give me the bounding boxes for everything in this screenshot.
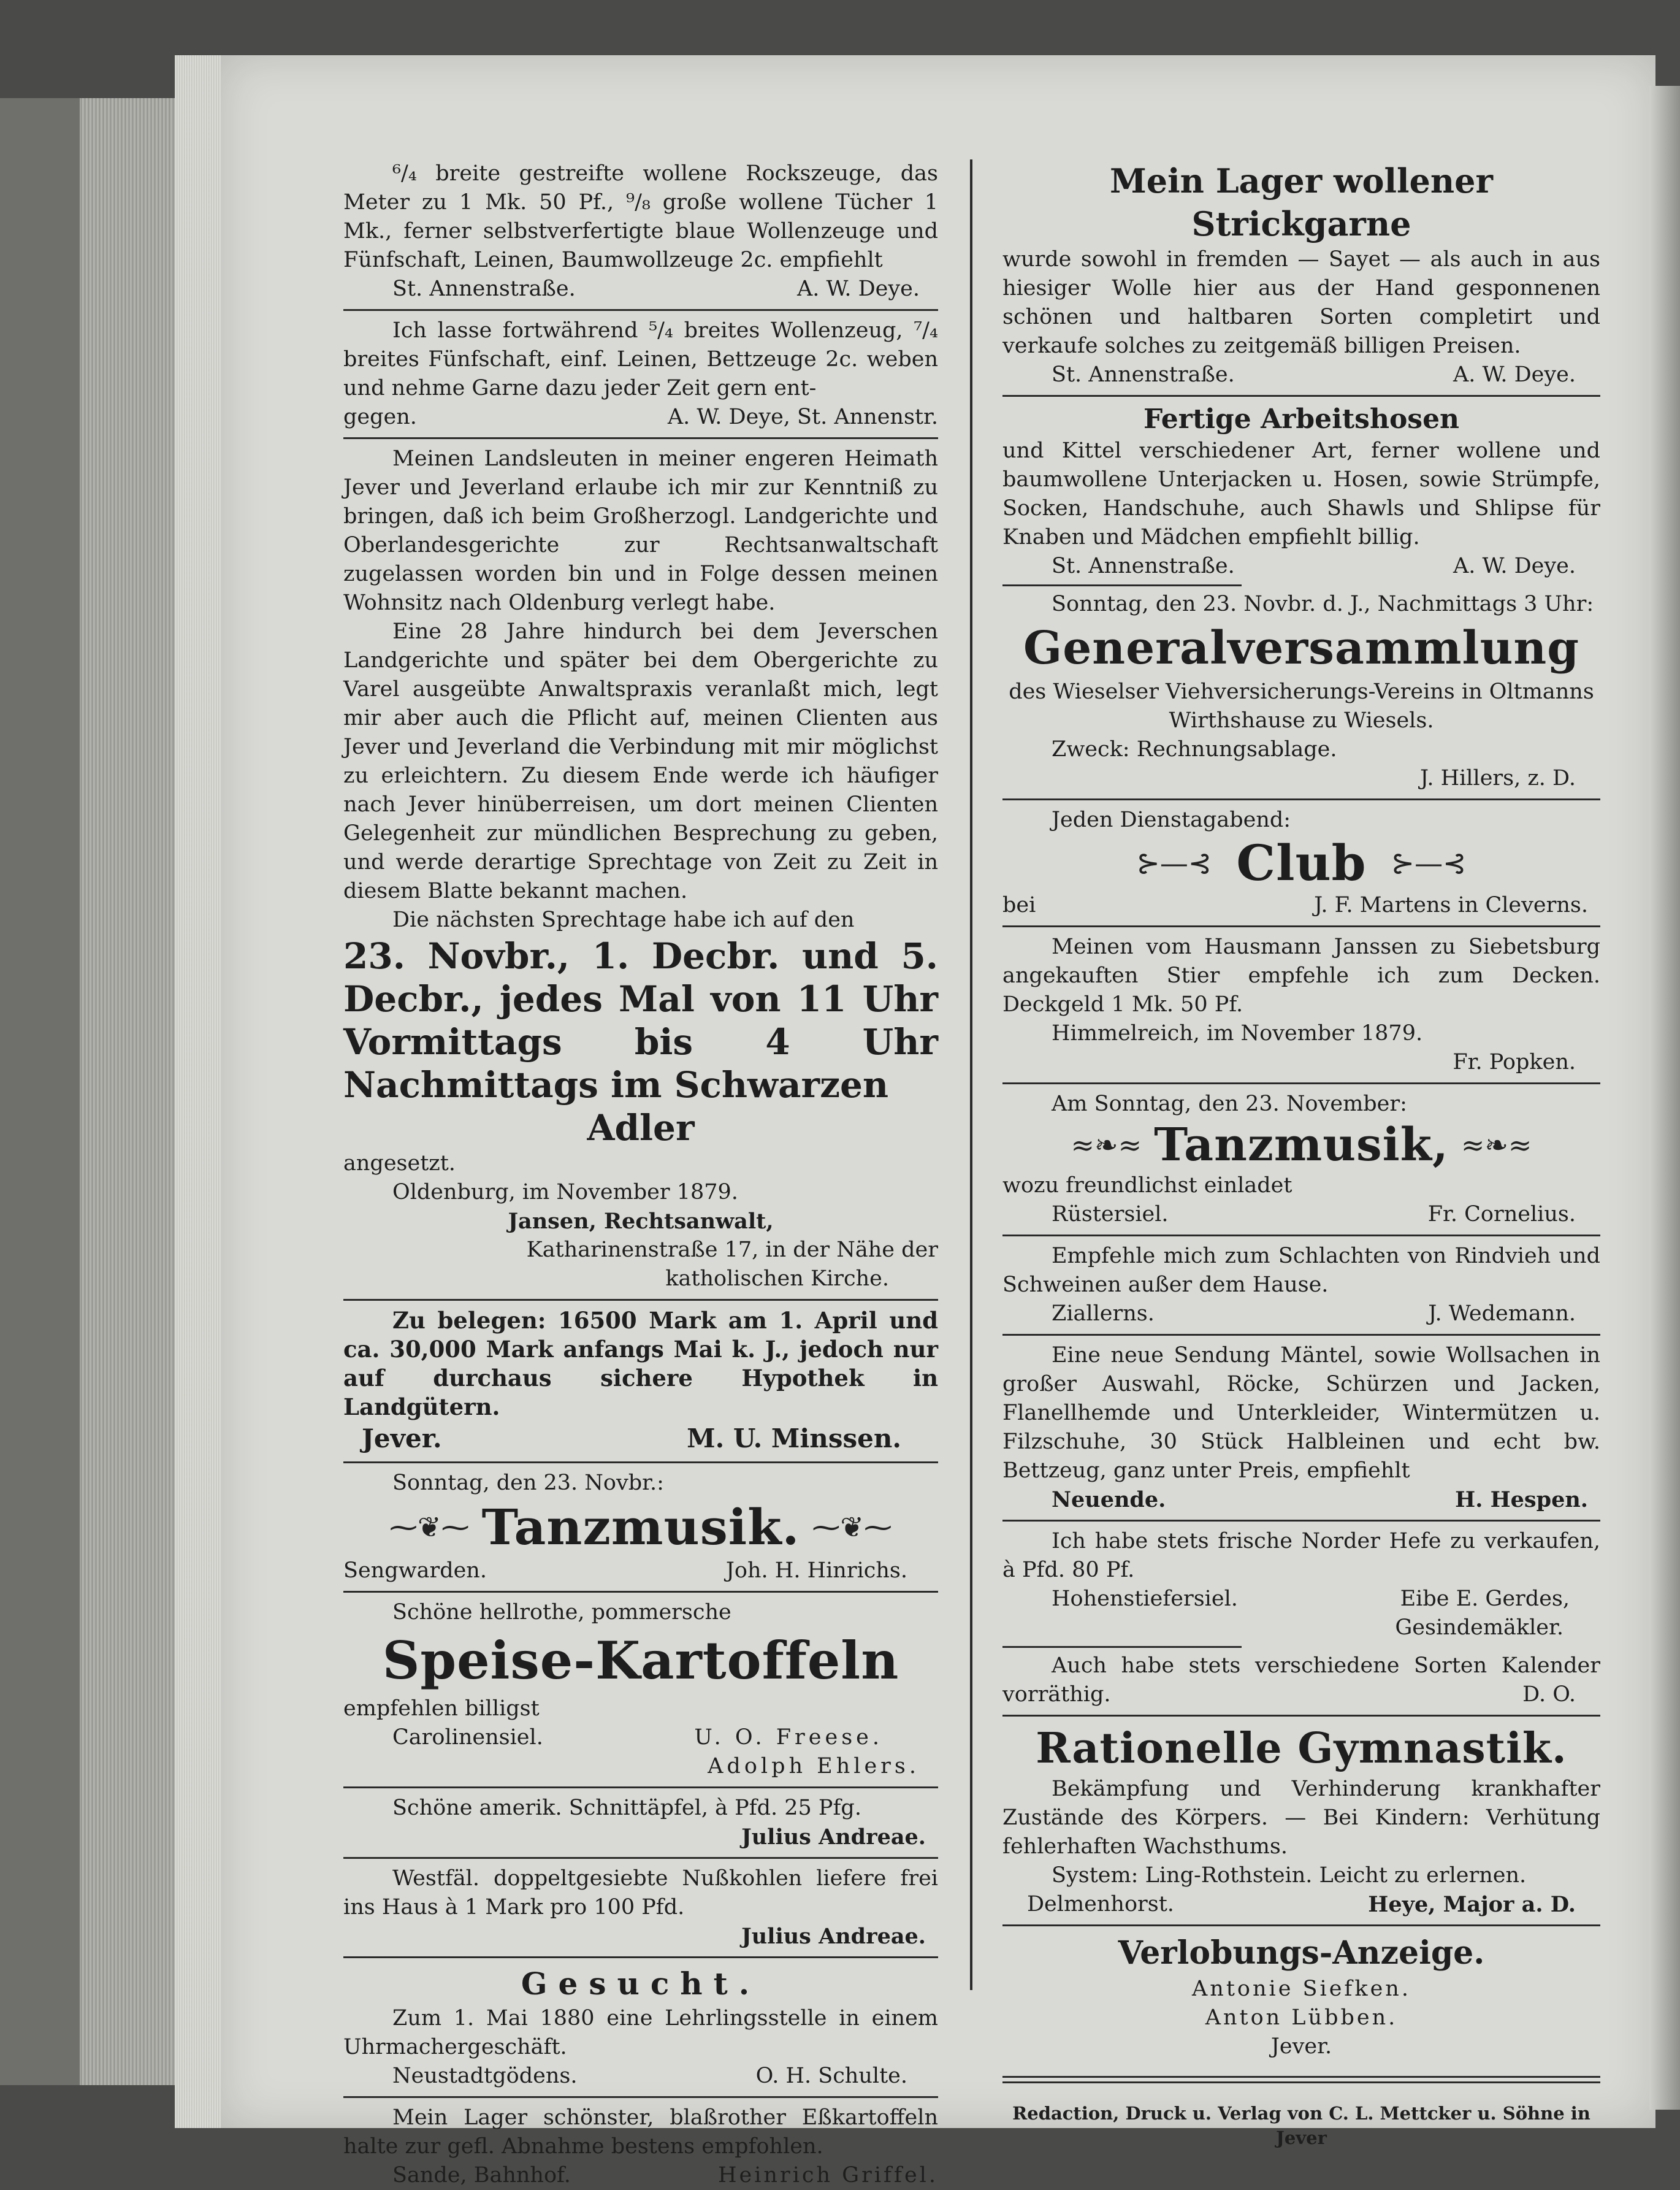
ad-generalversammlung [1002,590,1600,793]
signer: A. W. Deye. [1453,554,1576,578]
signer: A. W. Deye, St. Annenstr. [667,405,938,429]
page-curl [1649,86,1680,2110]
ad-gesucht [343,1964,938,2091]
signer: Heye, Major a. D. [1368,1892,1576,1917]
ad-signature [1002,1485,1600,1514]
signer: Adolph Ehlers. [708,1754,920,1778]
ad-heading: Mein Lager wollener Strickgarne [1110,161,1493,243]
ad-signature [1002,552,1600,581]
place: Sande, Bahnhof. [392,2163,571,2188]
ad-maentel [1002,1341,1600,1514]
place: Jever. [1270,2034,1332,2059]
signer: J. Hillers, z. D. [1420,766,1576,791]
ad-headline: Generalversammlung [1023,622,1579,675]
divider [343,1786,938,1788]
ornament-icon: ⁓❦⁓ [389,1510,470,1544]
ad-kalender [1002,1652,1600,1709]
headline-row [1002,1119,1600,1171]
ad-rockszeuge [343,159,938,304]
ad-heading: Fertige Arbeitshosen [1143,404,1460,435]
short-divider [1002,1646,1242,1648]
footer-rule [1002,2076,1600,2083]
ad-text: Schöne hellrothe, pommersche [392,1600,731,1625]
ad-stier [1002,933,1600,1077]
ad-nusskohlen [343,1864,938,1951]
ad-text: bei [1002,893,1036,917]
headline-row [343,1498,938,1556]
ad-text: angesetzt. [343,1151,456,1176]
divider [343,2096,938,2098]
divider [1002,925,1600,927]
signer: Heinrich Griffel. [718,2163,938,2188]
divider [1002,1235,1600,1236]
ad-paragraph: Die nächsten Sprechtage habe ich auf den [392,908,855,932]
ad-text: Westfäl. doppeltgesiebte Nußkohlen liefere frei ins Haus à 1 Mark pro 100 Pfd. [343,1866,938,1920]
ad-text: des Wieselser Viehversicherungs-Vereins in Oltmanns [1009,680,1594,704]
ad-strickgarne [1002,159,1600,389]
ad-text: Zweck: Rechnungsablage. [1052,737,1337,762]
ad-hypothek [343,1306,938,1456]
ad-signature [343,275,938,304]
ad-text: und Kittel verschiedener Art, ferner wollene und baumwollene Unterjacken u. Hosen, sowie Strümpfe, Socken, Handschuhe, auch Shawls und Shlipse für Knaben und Mädchen empfiehlt billig. [1002,438,1600,549]
ad-esskartoffeln [343,2104,938,2190]
divider [343,1857,938,1859]
ad-date: Himmelreich, im November 1879. [1052,1021,1423,1046]
divider [343,1299,938,1301]
divider [1002,798,1600,800]
ad-gymnastik [1002,1722,1600,1919]
ad-text-end: gegen. [343,405,417,429]
ad-tanzmusik-ruestersiel [1002,1090,1600,1229]
name: Antonie Siefken. [1192,1977,1411,2001]
ad-signature [1002,1890,1600,1919]
place: St. Annenstraße. [392,277,576,301]
ad-paragraph: Meinen Landsleuten in meiner engeren Heimath Jever und Jeverland erlaube ich mir zur Kenntniß zu bringen, daß ich beim Großherzogl. Landgerichte und Oberlandesgerichte zur Rechtsanwaltschaft zugelassen worden bin und in Folge dessen meinen Wohnsitz nach Oldenburg verlegt habe. [343,446,938,615]
book-binding [0,98,80,2085]
short-divider [1002,584,1242,586]
place: Ziallerns. [1052,1301,1155,1326]
ad-text: ⁶/₄ breite gestreifte wollene Rockszeuge, das Meter zu 1 Mk. 50 Pf., ⁹/₈ große wollene Tücher 1 Mk., ferner selbstverfertigte blaue Wollenzeuge und Fünfschaft, Leinen, Baumwollzeuge 2c. empfiehlt [343,161,938,272]
ad-text: Am Sonntag, den 23. November: [1052,1092,1407,1116]
place: Neustadtgödens. [392,2064,578,2088]
ad-signature [1002,891,1600,920]
ad-text: Sonntag, den 23. Novbr.: [392,1471,664,1495]
signer: D. O. [1522,1682,1576,1707]
ad-text: Eine neue Sendung Mäntel, sowie Wollsachen in großer Auswahl, Röcke, Schürzen und Jacken, Flanellhemde und Unterkleider, Wintermützen u. Filzschuhe, 30 Stück Halbleinen und echt bw. Bettzeug, ganz unter Preis, empfiehlt [1002,1343,1600,1483]
imprint: Redaction, Druck u. Verlag von C. L. Mettcker u. Söhne in Jever [1012,2103,1590,2148]
ad-text: Zum 1. Mai 1880 eine Lehrlingsstelle in einem Uhrmachergeschäft. [343,2006,938,2059]
place: Neuende. [1052,1487,1166,1512]
divider [1002,1334,1600,1336]
signer: A. W. Deye. [796,277,920,301]
ad-signature [1002,1300,1600,1328]
ad-text: wurde sowohl in fremden — Sayet — als auch in aus hiesiger Wolle hier aus der Hand gesponnenen schönen und haltbaren Sorten completirt und verkaufe solches zu zeitgemäß billigen Preisen. [1002,247,1600,358]
ad-text: Mein Lager schönster, blaßrother Eßkartoffeln halte zur gefl. Abnahme bestens empfohlen. [343,2105,938,2159]
ornament-icon: ≈❧≈ [1460,1128,1532,1162]
ad-signature [1002,1200,1600,1229]
divider [343,309,938,311]
signer: M. U. Minssen. [687,1423,901,1453]
signer: O. H. Schulte. [755,2064,907,2088]
place: Rüstersiel. [1052,1202,1169,1227]
divider [343,1461,938,1463]
signer-address: katholischen Kirche. [665,1266,889,1291]
ad-paragraph: Eine 28 Jahre hindurch bei dem Jeverschen Landgerichte und später bei dem Obergerichte zu Varel ausgeübte Anwaltspraxis veranlaßt mich, legt mir aber auch die Pflicht auf, meinen Clienten aus Jever und Jeverland die Verbindung mit mir möglichst zu erleichtern. Zu diesem Ende werde ich häufiger nach Jever hinüberreisen, um dort meinen Clienten Gelegenheit zur mündlichen Besprechung zu geben, und werde derartige Sprechtage von Zeit zu Zeit in diesem Blatte bekannt machen. [343,619,938,903]
headline-row [1002,835,1600,891]
ad-signature [343,403,938,432]
signer: Fr. Cornelius. [1427,1202,1576,1227]
divider [1002,395,1600,397]
ad-date: Oldenburg, im November 1879. [392,1180,738,1204]
divider [343,437,938,439]
ad-text: Bekämpfung und Verhinderung krankhafter Zustände des Körpers. — Bei Kindern: Verhütung fehlerhaften Wachsthums. [1002,1777,1600,1859]
divider [1002,1520,1600,1522]
ad-text: Zu belegen: 16500 Mark am 1. April und ca. 30,000 Mark anfangs Mai k. J., jedoch nur auf durchaus sichere Hypothek in Landgütern. [343,1307,938,1420]
signer: U. O. Freese. [694,1725,883,1750]
ad-schlachten [1002,1242,1600,1328]
ad-text: Schöne amerik. Schnittäpfel, à Pfd. 25 Pfg. [392,1796,861,1820]
ad-text: Sonntag, den 23. Novbr. d. J., Nachmittags 3 Uhr: [1052,592,1594,616]
ad-text: Wirthshause zu Wiesels. [1169,708,1434,733]
ad-headline: Tanzmusik. [481,1498,800,1556]
divider [343,1956,938,1958]
place: Sengwarden. [343,1558,487,1583]
divider [1002,1924,1600,1926]
signer: A. W. Deye. [1453,362,1576,387]
ad-signature [1002,361,1600,389]
column-divider [970,159,972,1990]
signer: H. Hespen. [1455,1487,1588,1512]
signer: Julius Andreae. [741,1924,926,1949]
ad-verlobung [1002,1932,1600,2061]
signer: J. F. Martens in Cleverns. [1314,893,1588,917]
ad-dates-end: Adler [587,1107,695,1149]
place: Carolinensiel. [392,1725,543,1750]
ad-signature [343,1422,938,1456]
ad-text: wozu freundlichst einladet [1002,1173,1292,1198]
ad-text: Auch habe stets verschiedene Sorten Kalender vorräthig. [1002,1653,1600,1707]
place: Jever. [362,1423,442,1453]
ad-signature [343,2161,938,2190]
ad-text: Meinen vom Hausmann Janssen zu Siebetsburg angekauften Stier empfehle ich zum Decken. Deckgeld 1 Mk. 50 Pf. [1002,935,1600,1017]
place: Hohenstiefersiel. [1052,1587,1238,1611]
ad-signature [343,1556,938,1585]
ad-headline: Rationelle Gymnastik. [1036,1724,1567,1773]
signer: Gesindemäkler. [1395,1615,1564,1640]
name: Anton Lübben. [1205,2005,1398,2030]
ad-text: Ich habe stets frische Norder Hefe zu verkaufen, à Pfd. 80 Pf. [1002,1529,1600,1582]
ad-headline: Tanzmusik, [1154,1119,1449,1171]
ad-tanzmusik-sengwarden [343,1469,938,1585]
signer: Jansen, Rechtsanwalt, [508,1209,774,1234]
ornament-icon: ⊱—⊰ [1136,846,1212,879]
ad-schnittaepfel [343,1794,938,1851]
divider [343,1591,938,1593]
ad-headline: Club [1236,834,1367,892]
ad-heading: Gesucht. [521,1966,761,2002]
ad-wollenzeug [343,316,938,432]
right-column [1002,159,1600,2168]
ad-text: System: Ling-Rothstein. Leicht zu erlernen. [1052,1863,1527,1888]
ornament-icon: ⁓❦⁓ [812,1510,892,1544]
signer: Julius Andreae. [741,1824,926,1850]
ad-dates: 23. Novbr., 1. Decbr. und 5. Decbr., jedes Mal von 11 Uhr Vormittags bis 4 Uhr Nachmittags im Schwarzen [343,935,938,1106]
signer-address: Katharinenstraße 17, in der Nähe der [526,1238,938,1262]
ad-text: Empfehle mich zum Schlachten von Rindvieh und Schweinen außer dem Hause. [1002,1244,1600,1297]
ad-text: empfehlen billigst [343,1696,540,1721]
ad-heading: Verlobungs-Anzeige. [1118,1934,1485,1972]
signer: Eibe E. Gerdes, [1400,1587,1570,1611]
divider [1002,1082,1600,1084]
ad-rechtsanwalt [343,445,938,1293]
ad-hefe [1002,1527,1600,1642]
ad-headline: Speise-Kartoffeln [382,1630,899,1691]
ad-club [1002,806,1600,920]
place: St. Annenstraße. [1052,362,1235,387]
left-column [343,159,938,2190]
place: Delmenhorst. [1027,1892,1174,1916]
signer: J. Wedemann. [1428,1301,1576,1326]
ad-arbeitshosen [1002,402,1600,581]
ad-text: Ich lasse fortwährend ⁵/₄ breites Wollenzeug, ⁷/₄ breites Fünfschaft, einf. Leinen, Bettzeuge 2c. weben und nehme Garne dazu jeder Zeit gern ent- [343,318,938,400]
ad-signature [343,1723,938,1752]
ad-signature [1002,1585,1600,1614]
place: St. Annenstraße. [1052,554,1235,578]
signer: Fr. Popken. [1453,1050,1576,1074]
ornament-icon: ⊱—⊰ [1391,846,1467,879]
signer: Joh. H. Hinrichs. [725,1558,907,1583]
divider [1002,1715,1600,1717]
ad-text: Jeden Dienstagabend: [1052,808,1291,832]
ad-kartoffeln [343,1598,938,1781]
ornament-icon: ≈❧≈ [1071,1128,1142,1162]
ad-signature [343,2062,938,2091]
